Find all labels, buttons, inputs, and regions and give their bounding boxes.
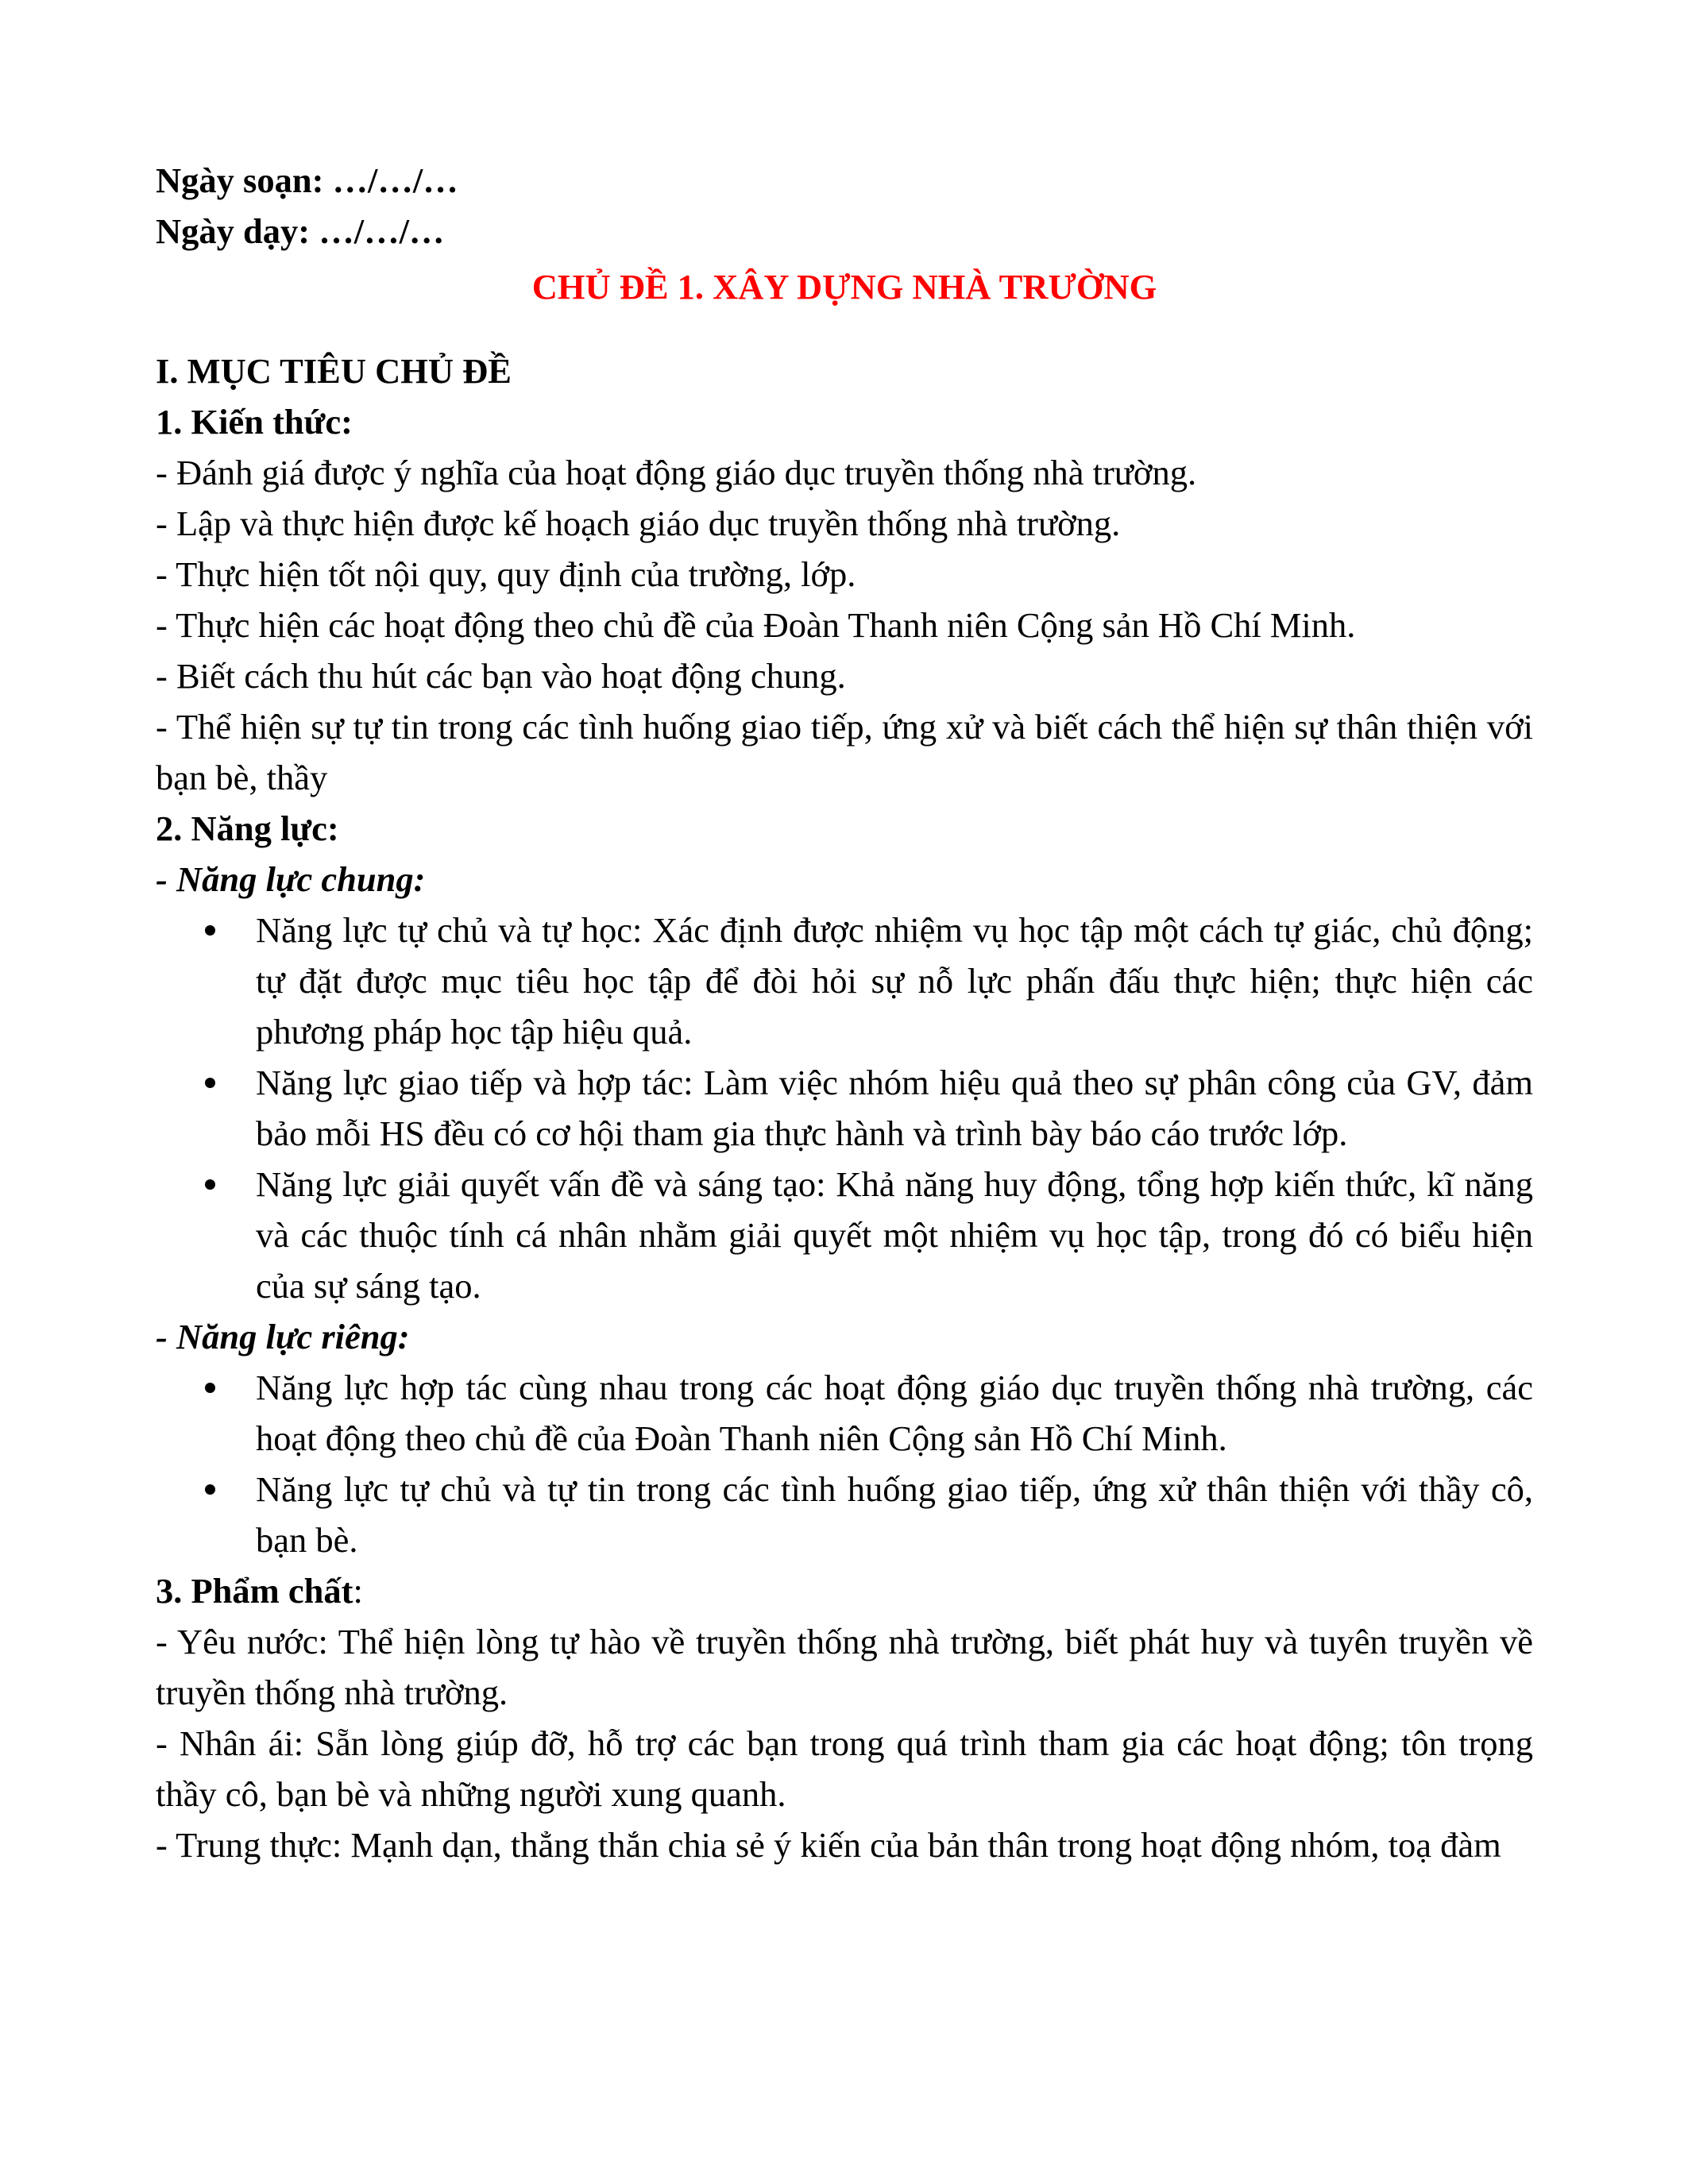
bullet-icon bbox=[205, 1484, 215, 1495]
list-item bbox=[156, 1464, 1533, 1565]
document-title: CHỦ ĐỀ 1. XÂY DỰNG NHÀ TRƯỜNG bbox=[531, 267, 1157, 307]
list-item-text: Năng lực giải quyết vấn đề và sáng tạo: Khả năng huy động, tổng hợp kiến thức, kĩ năng và các thuộc tính cá nhân nhằm giải quyết một nhiệm vụ học tập, trong đó có biểu hiện của sự sáng tạo. bbox=[256, 1164, 1533, 1306]
list-item bbox=[156, 1057, 1533, 1159]
knowledge-item: - Thực hiện các hoạt động theo chủ đề của Đoàn Thanh niên Cộng sản Hồ Chí Minh. bbox=[156, 605, 1356, 645]
specific-competence-list bbox=[156, 1362, 1533, 1565]
date-prepared: Ngày soạn: …/…/… bbox=[156, 160, 458, 200]
subheading-knowledge: 1. Kiến thức: bbox=[156, 402, 353, 442]
list-item bbox=[156, 1159, 1533, 1311]
date-taught: Ngày dạy: …/…/… bbox=[156, 211, 445, 251]
list-item bbox=[156, 1362, 1533, 1464]
list-item-text: Năng lực tự chủ và tự học: Xác định được nhiệm vụ học tập một cách tự giác, chủ động; tự đặt được mục tiêu học tập để đòi hỏi sự nỗ lực phấn đấu thực hiện; thực hiện các phương pháp học tập hiệu quả. bbox=[256, 910, 1533, 1051]
qualities-item: - Yêu nước: Thể hiện lòng tự hào về truyền thống nhà trường, biết phát huy và tuyên truyền về truyền thống nhà trường. bbox=[156, 1622, 1533, 1712]
section-heading-objectives: I. MỤC TIÊU CHỦ ĐỀ bbox=[156, 351, 512, 391]
knowledge-item: - Thể hiện sự tự tin trong các tình huống giao tiếp, ứng xử và biết cách thể hiện sự thân thiện với bạn bè, thầy bbox=[156, 707, 1533, 797]
list-item-text: Năng lực tự chủ và tự tin trong các tình huống giao tiếp, ứng xử thân thiện với thầy cô, bạn bè. bbox=[256, 1469, 1533, 1560]
bullet-icon bbox=[205, 1383, 215, 1393]
bullet-icon bbox=[205, 925, 215, 936]
knowledge-item: - Thực hiện tốt nội quy, quy định của trường, lớp. bbox=[156, 554, 856, 594]
subheading-specific-competence: - Năng lực riêng: bbox=[156, 1317, 410, 1356]
subheading-general-competence: - Năng lực chung: bbox=[156, 859, 426, 899]
bullet-icon bbox=[205, 1078, 215, 1088]
subheading-qualities bbox=[156, 1565, 1533, 1616]
qualities-item: - Nhân ái: Sẵn lòng giúp đỡ, hỗ trợ các bạn trong quá trình tham gia các hoạt động; tôn trọng thầy cô, bạn bè và những người xung quanh. bbox=[156, 1723, 1533, 1814]
bullet-icon bbox=[205, 1179, 215, 1190]
qualities-item: - Trung thực: Mạnh dạn, thẳng thắn chia sẻ ý kiến của bản thân trong hoạt động nhóm, toạ đàm bbox=[156, 1825, 1501, 1865]
document-page bbox=[156, 155, 1533, 1870]
subheading-competence: 2. Năng lực: bbox=[156, 808, 339, 848]
general-competence-list bbox=[156, 905, 1533, 1311]
spacer bbox=[156, 312, 1533, 345]
qualities-heading-text: 3. Phẩm chất bbox=[156, 1571, 353, 1611]
knowledge-item: - Đánh giá được ý nghĩa của hoạt động giáo dục truyền thống nhà trường. bbox=[156, 453, 1197, 492]
qualities-heading-colon: : bbox=[353, 1571, 363, 1611]
list-item bbox=[156, 905, 1533, 1057]
knowledge-item: - Biết cách thu hút các bạn vào hoạt động chung. bbox=[156, 656, 846, 696]
knowledge-item: - Lập và thực hiện được kế hoạch giáo dục truyền thống nhà trường. bbox=[156, 504, 1121, 543]
list-item-text: Năng lực hợp tác cùng nhau trong các hoạt động giáo dục truyền thống nhà trường, các hoạt động theo chủ đề của Đoàn Thanh niên Cộng sản Hồ Chí Minh. bbox=[256, 1368, 1533, 1458]
list-item-text: Năng lực giao tiếp và hợp tác: Làm việc nhóm hiệu quả theo sự phân công của GV, đảm bảo mỗi HS đều có cơ hội tham gia thực hành và trình bày báo cáo trước lớp. bbox=[256, 1063, 1533, 1153]
